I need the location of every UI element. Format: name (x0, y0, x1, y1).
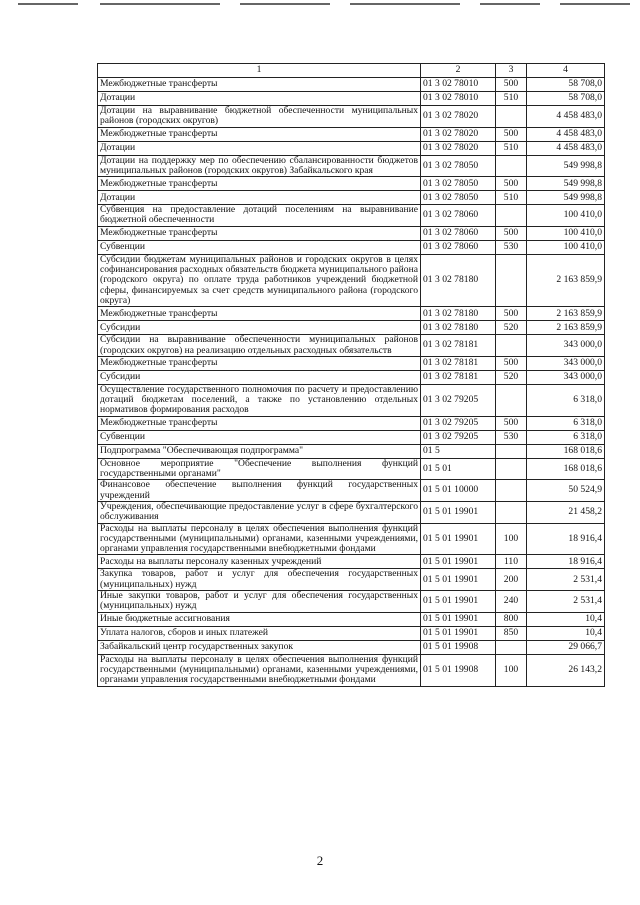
table-row (98, 127, 605, 141)
row-amount: 6 318,0 (527, 384, 605, 416)
table-row (98, 416, 605, 430)
row-code: 01 3 02 78020 (421, 106, 496, 128)
row-name: Межбюджетные трансферты (98, 177, 421, 191)
row-name: Расходы на выплаты персоналу казенных учреждений (98, 555, 421, 569)
row-code: 01 3 02 78181 (421, 356, 496, 370)
row-expense-type: 110 (496, 555, 527, 569)
row-name: Дотации на поддержку мер по обеспечению сбалансированности бюджетов муниципальных районов (городских округов) Забайкальского края (98, 155, 421, 177)
row-expense-type (496, 205, 527, 227)
row-amount: 2 163 859,9 (527, 254, 605, 306)
row-code: 01 5 01 19908 (421, 640, 496, 654)
row-expense-type: 510 (496, 92, 527, 106)
row-amount: 343 000,0 (527, 356, 605, 370)
row-code: 01 3 02 78180 (421, 254, 496, 306)
row-code: 01 5 01 19908 (421, 654, 496, 686)
row-amount: 4 458 483,0 (527, 141, 605, 155)
table-row (98, 654, 605, 686)
row-amount: 100 410,0 (527, 240, 605, 254)
table-row (98, 370, 605, 384)
row-name: Расходы на выплаты персоналу в целях обеспечения выполнения функций государственными (муниципальными) органами, казенными учреждениями, органами управления государственными внебюджетными фондами (98, 523, 421, 555)
table-row (98, 240, 605, 254)
row-code: 01 5 01 19901 (421, 626, 496, 640)
row-amount: 100 410,0 (527, 226, 605, 240)
row-expense-type: 100 (496, 654, 527, 686)
row-name: Межбюджетные трансферты (98, 307, 421, 321)
row-amount: 10,4 (527, 612, 605, 626)
row-expense-type: 100 (496, 523, 527, 555)
row-code: 01 3 02 78020 (421, 141, 496, 155)
row-expense-type: 500 (496, 356, 527, 370)
row-expense-type (496, 444, 527, 458)
table-row (98, 191, 605, 205)
row-expense-type (496, 254, 527, 306)
table-row (98, 591, 605, 613)
row-name: Закупка товаров, работ и услуг для обеспечения государственных (муниципальных) нужд (98, 569, 421, 591)
row-name: Субвенция на предоставление дотаций поселениям на выравнивание бюджетной обеспеченности (98, 205, 421, 227)
row-name: Межбюджетные трансферты (98, 356, 421, 370)
row-code: 01 3 02 78050 (421, 155, 496, 177)
row-expense-type: 510 (496, 191, 527, 205)
row-expense-type: 520 (496, 321, 527, 335)
row-code: 01 3 02 79205 (421, 384, 496, 416)
row-name: Субвенции (98, 240, 421, 254)
row-amount: 21 458,2 (527, 501, 605, 523)
row-name: Финансовое обеспечение выполнения функций государственных учреждений (98, 480, 421, 502)
row-code: 01 3 02 78181 (421, 370, 496, 384)
row-amount: 549 998,8 (527, 177, 605, 191)
table-row (98, 307, 605, 321)
table-header-row (98, 64, 605, 78)
row-expense-type (496, 640, 527, 654)
row-amount: 2 531,4 (527, 591, 605, 613)
table-row (98, 444, 605, 458)
row-name: Субсидии бюджетам муниципальных районов и городских округов в целях софинансирования расходных обязательств бюджета муниципального района (городского округа) по оплате труда работников учреждений бюджетной сферы, финансируемых за счет средств муниципального района (городского округа) (98, 254, 421, 306)
table-row (98, 612, 605, 626)
row-code: 01 3 02 78060 (421, 240, 496, 254)
row-amount: 168 018,6 (527, 444, 605, 458)
row-amount: 343 000,0 (527, 335, 605, 357)
row-amount: 29 066,7 (527, 640, 605, 654)
table-row (98, 501, 605, 523)
row-name: Субсидии (98, 370, 421, 384)
row-amount: 18 916,4 (527, 555, 605, 569)
row-name: Подпрограмма "Обеспечивающая подпрограмма" (98, 444, 421, 458)
row-code: 01 5 (421, 444, 496, 458)
row-name: Межбюджетные трансферты (98, 416, 421, 430)
row-amount: 10,4 (527, 626, 605, 640)
row-expense-type: 500 (496, 177, 527, 191)
row-amount: 549 998,8 (527, 155, 605, 177)
row-name: Основное мероприятие "Обеспечение выполнения функций государственными органами" (98, 458, 421, 480)
table-row (98, 640, 605, 654)
table-row (98, 555, 605, 569)
row-expense-type: 530 (496, 430, 527, 444)
row-name: Учреждения, обеспечивающие предоставление услуг в сфере бухгалтерского обслуживания (98, 501, 421, 523)
row-expense-type: 510 (496, 141, 527, 155)
row-expense-type (496, 384, 527, 416)
row-expense-type (496, 458, 527, 480)
row-amount: 4 458 483,0 (527, 106, 605, 128)
table-row (98, 92, 605, 106)
row-name: Субвенции (98, 430, 421, 444)
row-expense-type (496, 335, 527, 357)
table-row (98, 458, 605, 480)
row-name: Межбюджетные трансферты (98, 226, 421, 240)
row-amount: 343 000,0 (527, 370, 605, 384)
row-name: Расходы на выплаты персоналу в целях обеспечения выполнения функций государственными (муниципальными) органами, казенными учреждениями, органами управления государственными внебюджетными фондами (98, 654, 421, 686)
row-code: 01 3 02 78020 (421, 127, 496, 141)
row-amount: 26 143,2 (527, 654, 605, 686)
row-name: Субсидии (98, 321, 421, 335)
header-col-2: 2 (421, 64, 496, 78)
table-row (98, 480, 605, 502)
top-scan-marks (0, 0, 640, 8)
row-expense-type (496, 501, 527, 523)
row-expense-type: 500 (496, 416, 527, 430)
row-code: 01 3 02 78060 (421, 205, 496, 227)
row-expense-type: 200 (496, 569, 527, 591)
row-amount: 58 708,0 (527, 92, 605, 106)
row-code: 01 3 02 78180 (421, 321, 496, 335)
row-code: 01 5 01 19901 (421, 555, 496, 569)
row-code: 01 3 02 78181 (421, 335, 496, 357)
row-code: 01 3 02 79205 (421, 416, 496, 430)
row-expense-type: 800 (496, 612, 527, 626)
row-code: 01 5 01 10000 (421, 480, 496, 502)
row-expense-type: 500 (496, 307, 527, 321)
row-name: Дотации на выравнивание бюджетной обеспеченности муниципальных районов (городских округов) (98, 106, 421, 128)
row-code: 01 3 02 78050 (421, 177, 496, 191)
row-code: 01 3 02 78060 (421, 226, 496, 240)
row-code: 01 5 01 19901 (421, 612, 496, 626)
table-row (98, 523, 605, 555)
row-expense-type: 500 (496, 127, 527, 141)
row-amount: 2 531,4 (527, 569, 605, 591)
row-amount: 168 018,6 (527, 458, 605, 480)
table-row (98, 141, 605, 155)
row-code: 01 5 01 19901 (421, 523, 496, 555)
row-amount: 58 708,0 (527, 78, 605, 92)
row-amount: 6 318,0 (527, 430, 605, 444)
row-code: 01 3 02 78010 (421, 92, 496, 106)
row-expense-type: 240 (496, 591, 527, 613)
header-col-3: 3 (496, 64, 527, 78)
row-name: Уплата налогов, сборов и иных платежей (98, 626, 421, 640)
row-name: Дотации (98, 141, 421, 155)
row-name: Межбюджетные трансферты (98, 127, 421, 141)
table-row (98, 384, 605, 416)
table-row (98, 226, 605, 240)
row-amount: 50 524,9 (527, 480, 605, 502)
table-row (98, 335, 605, 357)
row-code: 01 5 01 (421, 458, 496, 480)
row-expense-type: 500 (496, 78, 527, 92)
header-col-4: 4 (527, 64, 605, 78)
budget-table (97, 63, 605, 687)
row-amount: 2 163 859,9 (527, 321, 605, 335)
header-col-1: 1 (98, 64, 421, 78)
row-code: 01 3 02 78010 (421, 78, 496, 92)
row-name: Осуществление государственного полномочия по расчету и предоставлению дотаций бюджетам поселений, а также по установлению отдельных нормативов формирования расходов (98, 384, 421, 416)
row-expense-type: 850 (496, 626, 527, 640)
row-expense-type (496, 480, 527, 502)
row-name: Дотации (98, 191, 421, 205)
row-expense-type: 530 (496, 240, 527, 254)
row-code: 01 3 02 78050 (421, 191, 496, 205)
table-body (98, 78, 605, 687)
table-row (98, 356, 605, 370)
row-code: 01 5 01 19901 (421, 501, 496, 523)
row-expense-type (496, 106, 527, 128)
row-code: 01 5 01 19901 (421, 591, 496, 613)
row-amount: 549 998,8 (527, 191, 605, 205)
row-name: Субсидии на выравнивание обеспеченности муниципальных районов (городских округов) на реализацию отдельных расходных обязательств (98, 335, 421, 357)
table-row (98, 177, 605, 191)
row-amount: 4 458 483,0 (527, 127, 605, 141)
row-amount: 100 410,0 (527, 205, 605, 227)
row-amount: 6 318,0 (527, 416, 605, 430)
table-row (98, 106, 605, 128)
row-name: Иные бюджетные ассигнования (98, 612, 421, 626)
table-row (98, 254, 605, 306)
row-name: Дотации (98, 92, 421, 106)
row-code: 01 3 02 78180 (421, 307, 496, 321)
row-amount: 18 916,4 (527, 523, 605, 555)
table-row (98, 430, 605, 444)
table-row (98, 205, 605, 227)
table-row (98, 321, 605, 335)
table-row (98, 155, 605, 177)
row-expense-type (496, 155, 527, 177)
table-row (98, 626, 605, 640)
row-amount: 2 163 859,9 (527, 307, 605, 321)
table-row (98, 78, 605, 92)
table-row (98, 569, 605, 591)
row-name: Межбюджетные трансферты (98, 78, 421, 92)
row-expense-type: 520 (496, 370, 527, 384)
page-number: 2 (316, 853, 324, 868)
row-code: 01 3 02 79205 (421, 430, 496, 444)
row-name: Иные закупки товаров, работ и услуг для обеспечения государственных (муниципальных) нужд (98, 591, 421, 613)
row-expense-type: 500 (496, 226, 527, 240)
row-name: Забайкальский центр государственных закупок (98, 640, 421, 654)
row-code: 01 5 01 19901 (421, 569, 496, 591)
